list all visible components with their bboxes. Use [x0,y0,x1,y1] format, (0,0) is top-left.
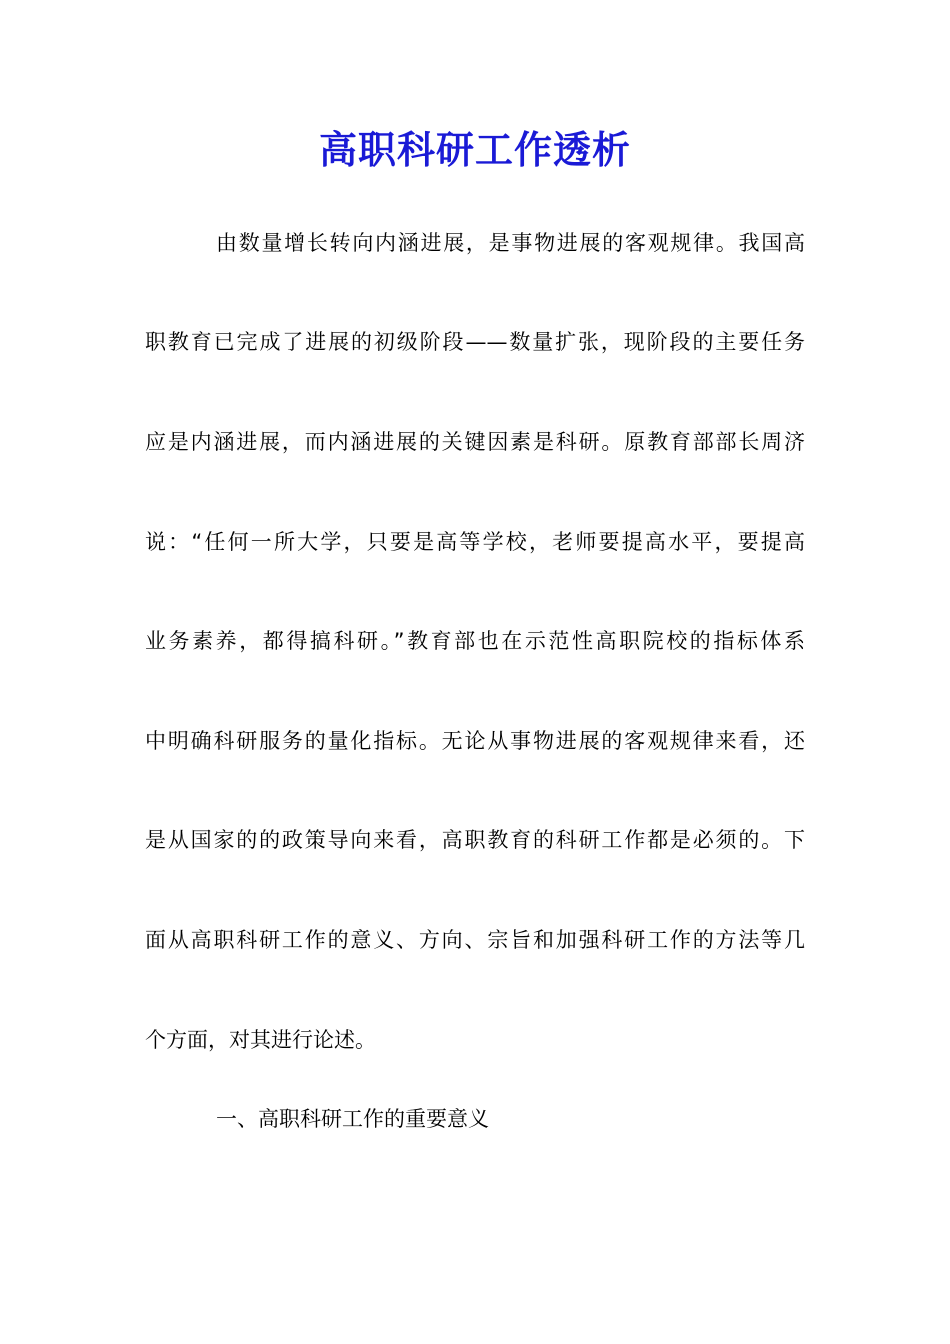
paragraph-line: 是从国家的的政策导向来看，高职教育的科研工作都是必须的。下 [145,828,805,852]
paragraph-line: 应是内涵进展，而内涵进展的关键因素是科研。原教育部部长周济 [145,430,805,454]
paragraph-line: 个方面，对其进行论述。 [145,1028,376,1052]
document-title: 高职科研工作透析 [318,127,631,172]
paragraph-line: 面从高职科研工作的意义、方向、宗旨和加强科研工作的方法等几 [145,928,805,952]
paragraph-line: 说：“任何一所大学，只要是高等学校，老师要提高水平，要提高 [145,530,805,554]
paragraph-line: 中明确科研服务的量化指标。无论从事物进展的客观规律来看，还 [145,729,805,753]
paragraph-line: 由数量增长转向内涵进展，是事物进展的客观规律。我国高 [216,231,805,255]
paragraph-line: 职教育已完成了进展的初级阶段——数量扩张，现阶段的主要任务 [145,330,805,354]
section-heading: 一、高职科研工作的重要意义 [216,1107,489,1131]
paragraph-line: 业务素养，都得搞科研。”教育部也在示范性高职院校的指标体系 [145,629,805,653]
